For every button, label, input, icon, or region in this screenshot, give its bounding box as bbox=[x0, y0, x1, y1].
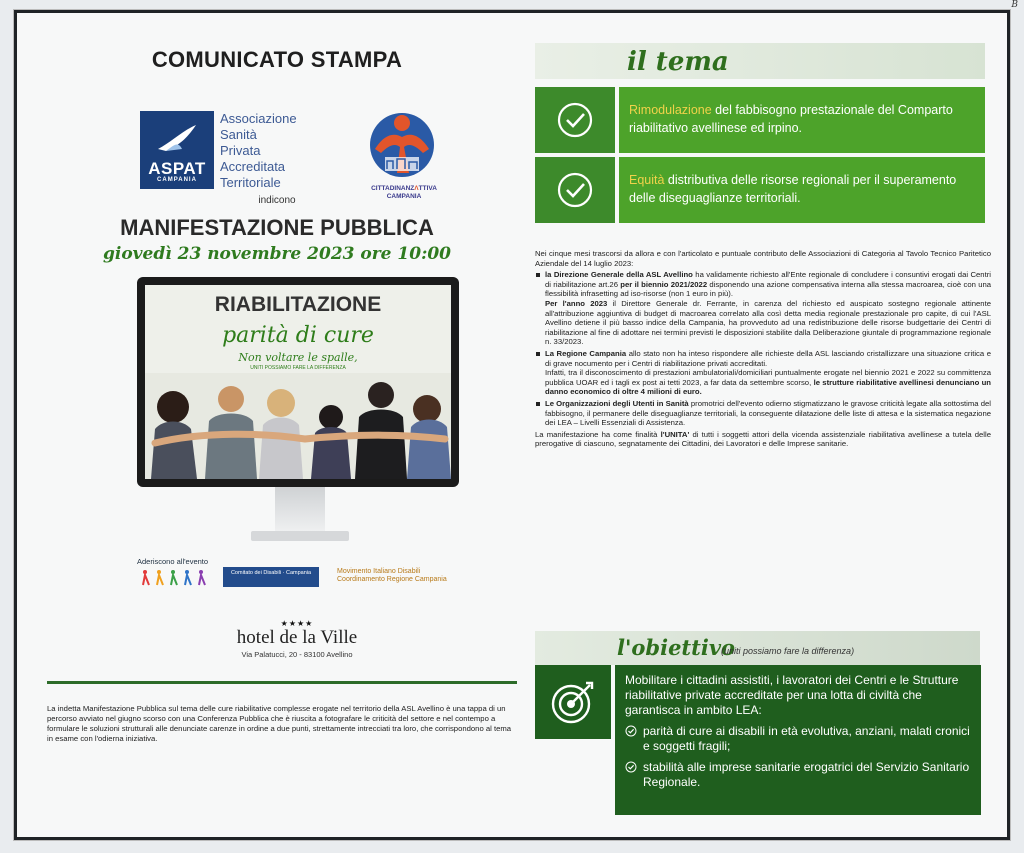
hotel-stars: ★★★★ bbox=[280, 619, 314, 628]
tema-keyword: Rimodulazione bbox=[629, 103, 712, 117]
bold-lead: La Regione Campania bbox=[545, 348, 627, 358]
press-release-sheet bbox=[14, 10, 1010, 840]
bold-lead: Per l'anno 2023 bbox=[545, 298, 608, 308]
cittadinanzattiva-logo bbox=[357, 107, 447, 207]
tema-header-band bbox=[535, 43, 985, 79]
intro-paragraph: La indetta Manifestazione Pubblica sul tema delle cure riabilitative complesse erogate nel territorio della ASL Avellino è una tappa di un percorso avviato nel giugno scorso con una Conferenza Pubblica che è riuscita a fotografare le criticità del settore e nel contempo a formulare le soluzioni strutturali alle denunciate carenze in ordine a due punti, strettamente intrecciati tra loro, che corrispondono al tema in esame con l'odierna iniziativa. bbox=[47, 704, 512, 743]
aspat-line: Privata bbox=[220, 143, 261, 158]
bullet-text: Infatti, tra il disconoscimento di prestazioni ambulatoriali/domiciliari puntualmente erogate nel biennio 2021 e 2022 su committenza pubblica UOAR ed i tagli ex post ai tetti 2023, a far data da settembre scorso, bbox=[545, 368, 991, 387]
obiettivo-text: Mobilitare i cittadini assistiti, i lavoratori dei Centri e le Strutture riabilitative private accreditate per una lotta di civiltà che garantisca in ambito LEA: bbox=[625, 673, 959, 717]
body-intro: Nei cinque mesi trascorsi da allora e con l'articolato e puntuale contributo delle Associazioni di Categoria al Tavolo Tecnico Paritetico Aziendale del 14 luglio 2023: bbox=[535, 249, 991, 268]
aspat-full-name bbox=[220, 111, 297, 191]
cittadinanzattiva-emblem-icon bbox=[357, 107, 447, 185]
body-text bbox=[535, 249, 991, 451]
aspat-line: Sanità bbox=[220, 127, 257, 142]
tema-item-text bbox=[619, 87, 985, 153]
page-title: COMUNICATO STAMPA bbox=[151, 47, 403, 72]
bullet-asl bbox=[535, 270, 991, 347]
aspat-line: Accreditata bbox=[220, 159, 286, 174]
bold-text: l'UNITA' bbox=[660, 429, 690, 439]
tema-item bbox=[535, 87, 985, 153]
obiettivo-title: l'obiettivo bbox=[617, 635, 736, 660]
left-column bbox=[37, 31, 517, 821]
logo-text-part: TTIVA bbox=[418, 185, 437, 192]
obiettivo-item-text: stabilità alle imprese sanitarie erogatrici del Servizio Sanitario Regionale. bbox=[643, 760, 970, 789]
indicono-label: indicono bbox=[258, 195, 296, 206]
logo-text-part: CAMPANIA bbox=[386, 193, 422, 200]
tema-item-text bbox=[619, 157, 985, 223]
tema-title: il tema bbox=[627, 47, 729, 77]
bold-lead: Le Organizzazioni degli Utenti in Sanità bbox=[545, 398, 689, 408]
poster-heading: RIABILITAZIONE bbox=[214, 293, 382, 316]
obiettivo-item bbox=[625, 760, 971, 790]
section-divider bbox=[47, 681, 517, 684]
closing-paragraph bbox=[535, 430, 991, 449]
poster-tiny-text: UNITI POSSIAMO FARE LA DIFFERENZA bbox=[250, 365, 346, 371]
hotel-name: hotel de la Ville bbox=[236, 627, 358, 648]
aspat-logo-name: ASPAT bbox=[148, 159, 206, 178]
people-embracing-image bbox=[145, 373, 451, 479]
badge-line: Coordinamento Regione Campania bbox=[337, 576, 447, 583]
bullet-text: il Direttore Generale dr. Ferrante, in carenza del richiesto ed auspicato sostegno regionale attinente all'attribuzione aggiuntiva di budget di macroarea correlato alla così detta media regionale prestazionale pro capite, di cui l'ASL Avellino detiene il più basso indice della Campania, ha provveduto ad una redistribuzione delle risorse budgettarie dei Centri di riabilitazione al fine di adottare nei termini previsti le disposizioni stabilite dalla Deliberazione giuntale di programmazione regionale n. 33/2023. bbox=[545, 298, 991, 347]
bullet-text: ha validamente richiesto all'Ente regionale di concludere i consuntivi erogati dai Centri di riabilitazione art.26 bbox=[545, 270, 991, 289]
obiettivo-item-text: parità di cure ai disabili in età evolutiva, anziani, malati cronici e soggetti fragili; bbox=[643, 724, 970, 753]
obiettivo-item bbox=[625, 724, 971, 754]
badge-line: Movimento Italiano Disabili bbox=[337, 568, 421, 575]
bullet-text: allo stato non ha inteso rispondere alle richieste della ASL lasciando cristallizzare una situazione critica e di grave nocumento per i Centri di riabilitazione privati accreditati. bbox=[545, 348, 991, 368]
bullet-text: promotrici dell'evento odierno stigmatizzano le gravose criticità legate alla sottostima del fabbisogno, il permanere delle diseguaglianze territoriali, la conseguente dilatazione delle liste di attesa e la sistematica negazione dei LEA – Livelli Essenziali di Assistenza. bbox=[545, 398, 992, 428]
aspat-line: Territoriale bbox=[220, 175, 281, 190]
tema-description: distributiva delle risorse regionali per il superamento delle diseguaglianze territoriali. bbox=[629, 173, 957, 205]
bullet-regione bbox=[535, 349, 991, 397]
poster-screen bbox=[145, 285, 451, 479]
event-date: giovedì 23 novembre 2023 ore 10:00 bbox=[102, 244, 452, 264]
obiettivo-box bbox=[615, 665, 981, 815]
bold-text: per il biennio 2021/2022 bbox=[620, 279, 708, 289]
check-icon bbox=[535, 87, 615, 153]
wing-icon bbox=[156, 123, 198, 153]
bullet-text: disponendo una azione compensativa interna alla stessa macroarea, cioè con una flessibilità infrasetting ad iso-risorse (non 1 euro in più). bbox=[545, 279, 992, 299]
tema-item bbox=[535, 157, 985, 223]
tema-description: del fabbisogno prestazionale del Comparto riabilitativo avellinese ed irpino. bbox=[629, 103, 953, 135]
poster-subtitle: parità di cure bbox=[222, 323, 374, 348]
tema-keyword: Equità bbox=[629, 173, 665, 187]
poster-monitor bbox=[137, 277, 459, 487]
check-icon bbox=[535, 157, 615, 223]
closing-text: La manifestazione ha come finalità bbox=[535, 429, 661, 439]
cittadinanzattiva-logo-text: CITTADINANZΛTTIVA CAMPANIA bbox=[371, 185, 437, 200]
bold-text: le strutture riabilitative avellinesi denunciano un danno economico di oltre 4 milioni di euro. bbox=[545, 377, 991, 397]
bold-lead: la Direzione Generale della ASL Avellino bbox=[545, 270, 693, 280]
aspat-line: Associazione bbox=[220, 111, 297, 126]
inclusion-figures-logo bbox=[137, 567, 221, 587]
monitor-stand bbox=[275, 487, 325, 533]
aderiscono-label: Aderiscono all'evento bbox=[137, 557, 209, 566]
bullet-organizzazioni bbox=[535, 399, 991, 428]
logo-text-part: CITTADINANZ bbox=[371, 185, 415, 192]
obiettivo-subtitle: (uniti possiamo fare la differenza) bbox=[721, 646, 855, 656]
hotel-address: Via Palatucci, 20 - 83100 Avellino bbox=[241, 650, 353, 659]
corner-mark: B bbox=[1011, 0, 1018, 10]
poster-slogan: Non voltare le spalle, bbox=[238, 351, 358, 364]
check-circle-icon bbox=[625, 761, 637, 773]
aspat-logo-sub: CAMPANIA bbox=[157, 177, 197, 183]
right-column bbox=[535, 43, 1001, 823]
target-icon bbox=[535, 665, 611, 739]
check-circle-icon bbox=[625, 725, 637, 737]
event-title: MANIFESTAZIONE PUBBLICA bbox=[120, 215, 434, 240]
closing-text: di tutti i soggetti attori della vicenda assistenziale riabilitativa avellinese a tutela delle prerogative di ciascuno, segnatamente dei Cittadini, dei Lavoratori e delle Imprese sanitarie. bbox=[535, 429, 991, 449]
movimento-disabili-logo bbox=[337, 568, 477, 588]
monitor-base bbox=[251, 531, 349, 541]
comitato-disabili-logo: Comitato dei Disabili · Campania bbox=[223, 567, 319, 587]
aspat-logo bbox=[140, 111, 214, 189]
